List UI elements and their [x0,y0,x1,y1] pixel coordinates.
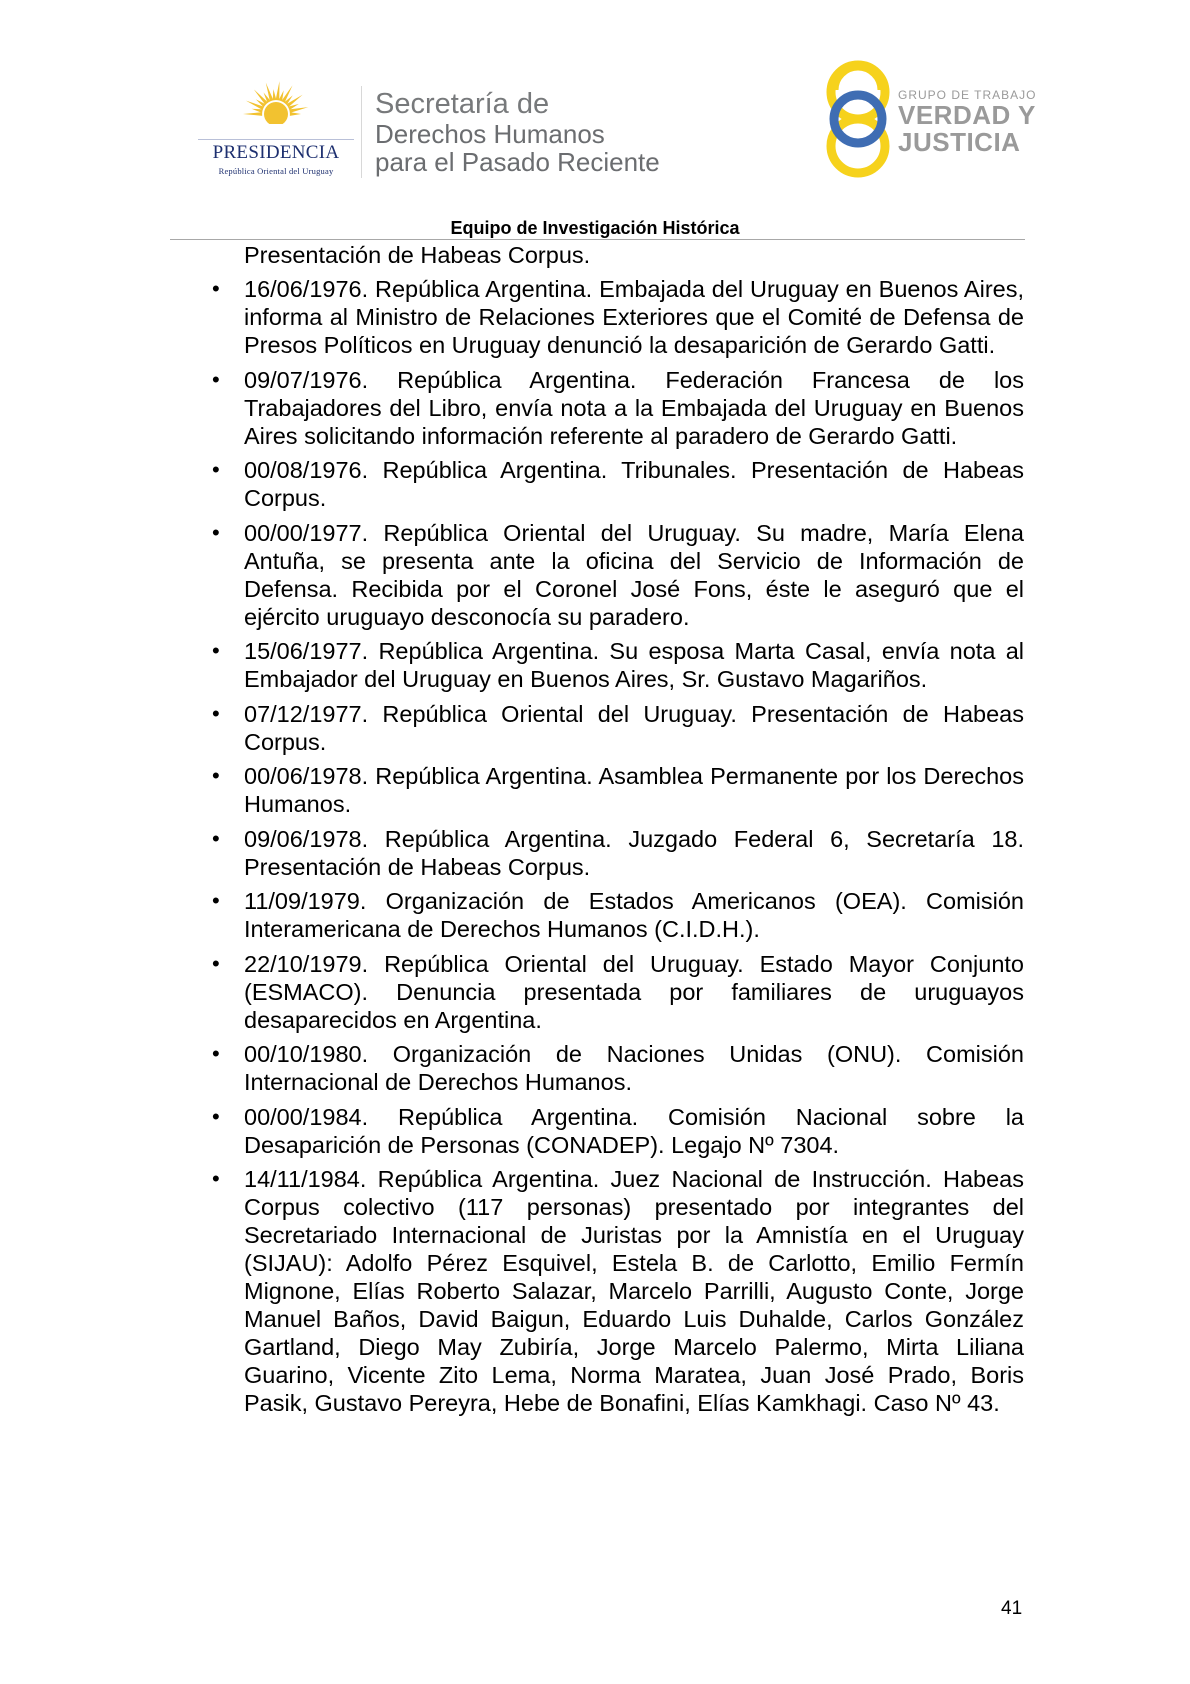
secretaria-line-1: Secretaría de [375,88,550,120]
presidencia-divider [198,139,354,140]
verdad-justicia-logotype [898,88,1036,156]
page-number: 41 [1001,1598,1023,1619]
secretaria-line-3: para el Pasado Reciente [375,147,660,177]
presidencia-subtitle: República Oriental del Uruguay [218,166,334,176]
bullet-icon: • [212,888,220,913]
continued-paragraph: Presentación de Habeas Corpus. [244,242,591,268]
presidencia-name: PRESIDENCIA [212,142,340,163]
header-rule [170,239,1025,240]
list-item [212,700,1024,756]
gtvj-top: GRUPO DE TRABAJO [898,88,1037,102]
list-item [212,887,1024,943]
list-item [212,275,1024,359]
bullet-icon: • [212,457,220,482]
list-item [212,637,1024,693]
bullet-icon: • [212,825,220,851]
entry-text: 22/10/1979. República Oriental del Uruguay. Estado Mayor Conjunto (ESMACO). Denuncia presentada por familiares de uruguayos desaparecidos en Argentina. [244,950,1024,1033]
list-item [212,1103,1024,1159]
entry-text: 11/09/1979. Organización de Estados Americanos (OEA). Comisión Interamericana de Derechos Humanos (C.I.D.H.). [244,888,1024,942]
list-item [212,825,1024,881]
list-item [212,762,1024,818]
list-item [212,366,1024,450]
list-item [212,456,1024,512]
secretaria-logotype [375,88,660,176]
bullet-icon: • [212,950,220,976]
entry-text: 07/12/1977. República Oriental del Uruguay. Presentación de Habeas Corpus. [244,700,1024,755]
bullet-icon: • [212,1103,220,1129]
entry-text: 00/00/1984. República Argentina. Comisión Nacional sobre la Desaparición de Personas (CONADEP). Legajo Nº 7304. [244,1103,1024,1158]
list-item [212,1040,1024,1096]
list-item [212,1165,1024,1417]
secretaria-line-2: Derechos Humanos [375,119,605,149]
entry-text: 09/07/1976. República Argentina. Federación Francesa de los Trabajadores del Libro, envía nota a la Embajada del Uruguay en Buenos Aires solicitando información referente al paradero de Gerardo Gatti. [244,366,1024,449]
entry-text: 15/06/1977. República Argentina. Su esposa Marta Casal, envía nota al Embajador del Uruguay en Buenos Aires, Sr. Gustavo Magariños. [244,638,1024,692]
entry-text: 00/06/1978. República Argentina. Asamblea Permanente por los Derechos Humanos. [244,763,1024,817]
sun-emblem-icon [236,80,316,140]
entry-text: 00/08/1976. República Argentina. Tribunales. Presentación de Habeas Corpus. [244,457,1024,511]
bullet-icon: • [212,519,220,545]
gtvj-line-2: JUSTICIA [898,127,1021,157]
list-item [212,519,1024,631]
entry-text: 16/06/1976. República Argentina. Embajada del Uruguay en Buenos Aires, informa al Ministro de Relaciones Exteriores que el Comité de Defensa de Presos Políticos en Uruguay denunció la desaparición de Gerardo Gatti. [244,276,1024,358]
header-divider [361,86,362,178]
entry-text: 14/11/1984. República Argentina. Juez Nacional de Instrucción. Habeas Corpus colectivo (117 personas) presentado por integrantes del Secretariado Internacional de Juristas por la Amnistía en el Uruguay (SIJAU): Adolfo Pérez Esquivel, Estela B. de Carlotto, Emilio Fermín Mignone, Elías Roberto Salazar, Marcelo Parrilli, Augusto Conte, Jorge Manuel Baños, David Baigun, Eduardo Luis Duhalde, Carlos González Gartland, Diego May Zubiría, Jorge Marcelo Palermo, Mirta Liliana Guarino, Vicente Zito Lema, Norma Maratea, Juan José Prado, Boris Pasik, Gustavo Pereyra, Hebe de Bonafini, Elías Kamkhagi. Caso Nº 43. [244,1166,1024,1416]
chronology-list [212,275,1024,1417]
list-item [212,950,1024,1034]
gtvj-line-1: VERDAD Y [898,100,1036,130]
bullet-icon: • [212,276,220,301]
bullet-icon: • [212,1041,220,1066]
entry-text: 09/06/1978. República Argentina. Juzgado Federal 6, Secretaría 18. Presentación de Habeas Corpus. [244,825,1024,880]
bullet-icon: • [212,366,220,392]
verdad-justicia-rings-icon [822,56,894,182]
entry-text: 00/00/1977. República Oriental del Uruguay. Su madre, María Elena Antuña, se presenta ante la oficina del Servicio de Información de Defensa. Recibida por el Coronel José Fons, éste le aseguró que el ejército uruguayo desconocía su paradero. [244,519,1024,630]
entry-text: 00/10/1980. Organización de Naciones Unidas (ONU). Comisión Internacional de Derechos Humanos. [244,1041,1024,1095]
bullet-icon: • [212,700,220,726]
bullet-icon: • [212,1166,220,1191]
bullet-icon: • [212,638,220,663]
bullet-icon: • [212,763,220,788]
presidencia-logo [196,80,356,180]
team-title: Equipo de Investigación Histórica [450,218,740,238]
document-body [212,241,1024,1424]
